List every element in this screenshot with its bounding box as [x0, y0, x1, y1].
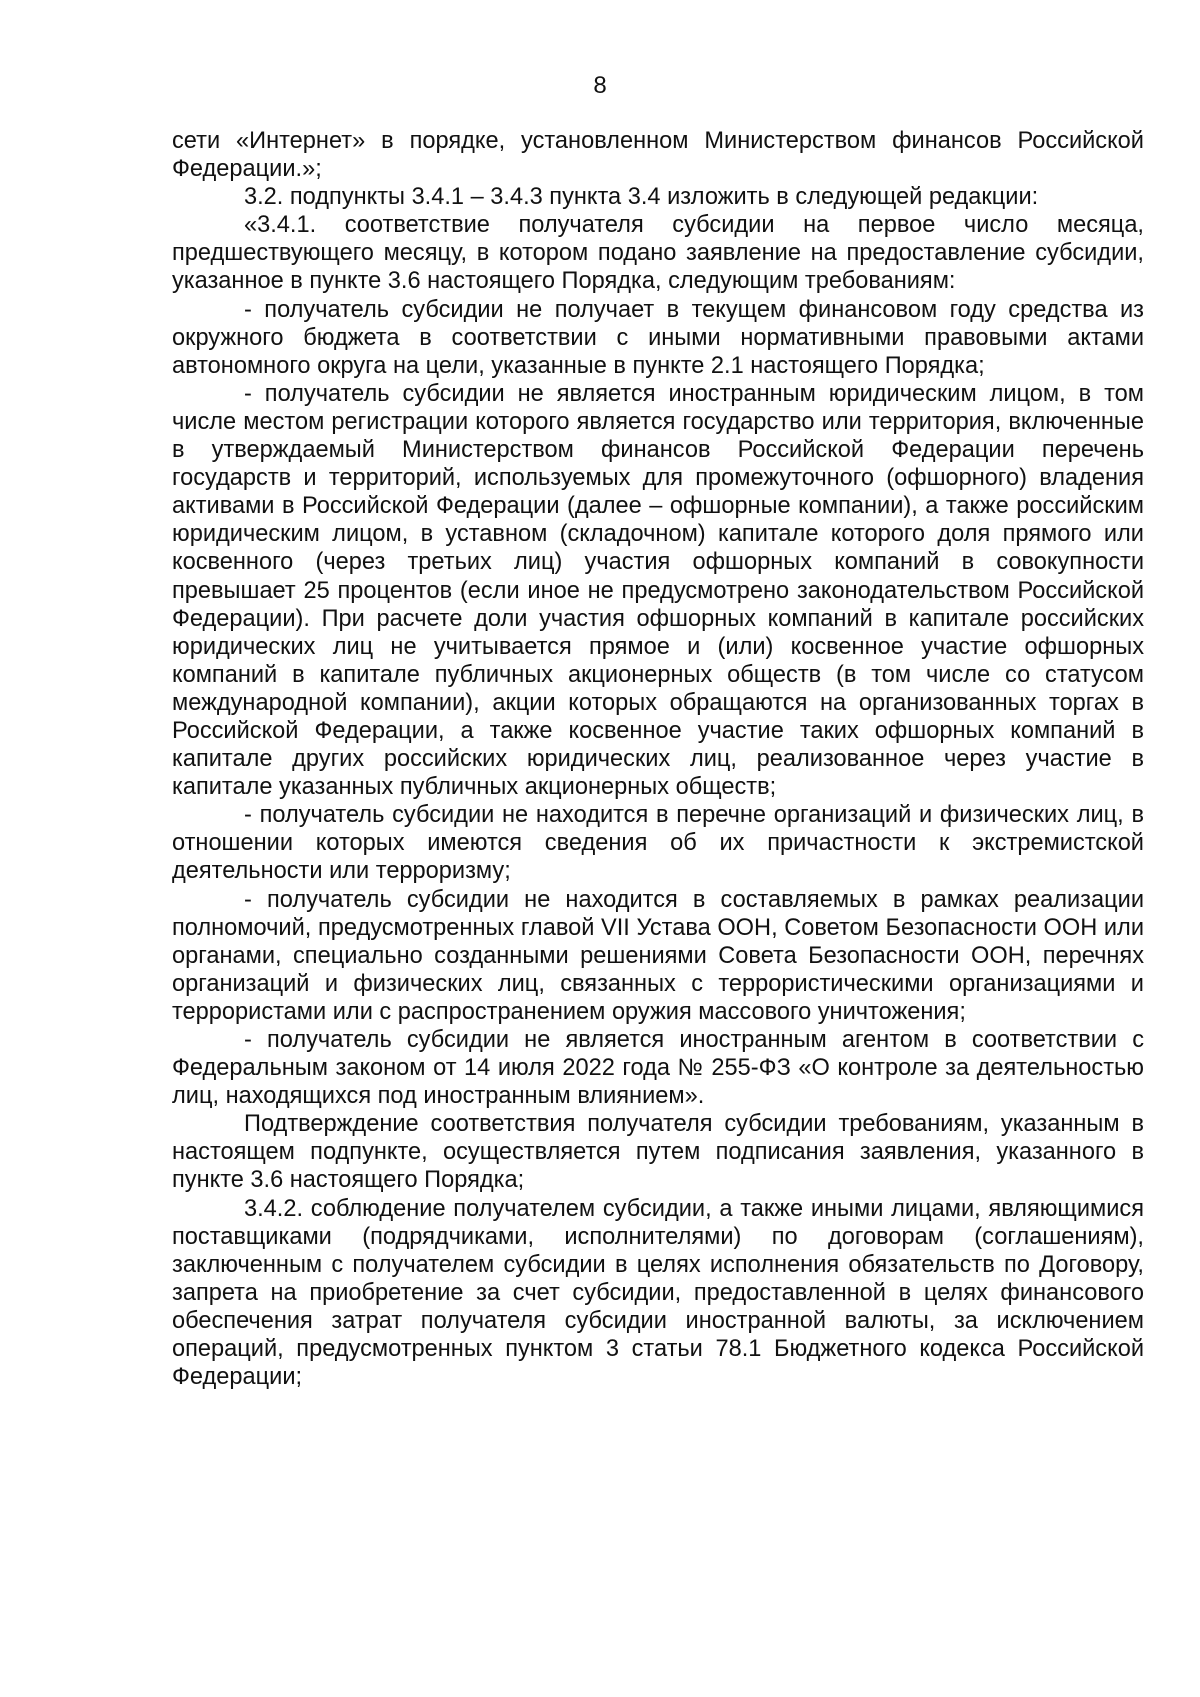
paragraph-requirement-offshore: - получатель субсидии не является иностранным юридическим лицом, в том числе местом регистрации которого является государство или территория, включенные в утверждаемый Министерством финансов Российской Федерации перечень государств и территорий, используемых для промежуточного (офшорного) владения активами в Российской Федерации (далее – офшорные компании), а также российским юридическим лицом, в уставном (складочном) капитале которого доля прямого или косвенного (через третьих лиц) участия офшорных компаний в совокупности превышает 25 процентов (если иное не предусмотрено законодательством Российской Федерации). При расчете доли участия офшорных компаний в капитале российских юридических лиц не учитывается прямое и (или) косвенное участие офшорных компаний в капитале публичных акционерных обществ (в том числе со статусом международной компании), акции которых обращаются на организованных торгах в Российской Федерации, а также косвенное участие таких офшорных компаний в капитале других российских юридических лиц, реализованное через участие в капитале указанных публичных акционерных обществ;: [172, 380, 1144, 801]
paragraph-requirement-foreign-agent: - получатель субсидии не является иностранным агентом в соответствии с Федеральным законом от 14 июля 2022 года № 255-ФЗ «О контроле за деятельностью лиц, находящихся под иностранным влиянием».: [172, 1027, 1144, 1110]
paragraph-requirement-extremism: - получатель субсидии не находится в перечне организаций и физических лиц, в отношении которых имеются сведения об их причастности к экстремистской деятельности или терроризму;: [172, 802, 1144, 885]
paragraph-continuation: сети «Интернет» в порядке, установленном Министерством финансов Российской Федерации.»;: [172, 128, 1144, 183]
paragraph-item-3-4-1: «3.4.1. соответствие получателя субсидии на первое число месяца, предшествующего месяцу, в котором подано заявление на предоставление субсидии, указанное в пункте 3.6 настоящего Порядка, следующим требованиям:: [172, 212, 1144, 295]
paragraph-item-3-4-2: 3.4.2. соблюдение получателем субсидии, а также иными лицами, являющимися поставщиками (подрядчиками, исполнителями) по договорам (соглашениям), заключенным с получателем субсидии в целях исполнения обязательств по Договору, запрета на приобретение за счет субсидии, предоставленной в целях финансового обеспечения затрат получателя субсидии иностранной валюты, за исключением операций, предусмотренных пунктом 3 статьи 78.1 Бюджетного кодекса Российской Федерации;: [172, 1195, 1144, 1391]
paragraph-confirmation: Подтверждение соответствия получателя субсидии требованиям, указанным в настоящем подпункте, осуществляется путем подписания заявления, указанного в пункте 3.6 настоящего Порядка;: [172, 1111, 1144, 1194]
paragraph-requirement-budget: - получатель субсидии не получает в текущем финансовом году средства из окружного бюджета в соответствии с иными нормативными правовыми актами автономного округа на цели, указанные в пункте 2.1 настоящего Порядка;: [172, 296, 1144, 379]
document-body: [172, 127, 1144, 1391]
page-number: 8: [593, 72, 607, 99]
paragraph-requirement-un-lists: - получатель субсидии не находится в составляемых в рамках реализации полномочий, предусмотренных главой VII Устава ООН, Советом Безопасности ООН или органами, специально созданными решениями Совета Безопасности ООН, перечнях организаций и физических лиц, связанных с террористическими организациями и террористами или с распространением оружия массового уничтожения;: [172, 886, 1144, 1025]
paragraph-item-3-2: 3.2. подпункты 3.4.1 – 3.4.3 пункта 3.4 изложить в следующей редакции:: [244, 184, 1039, 211]
